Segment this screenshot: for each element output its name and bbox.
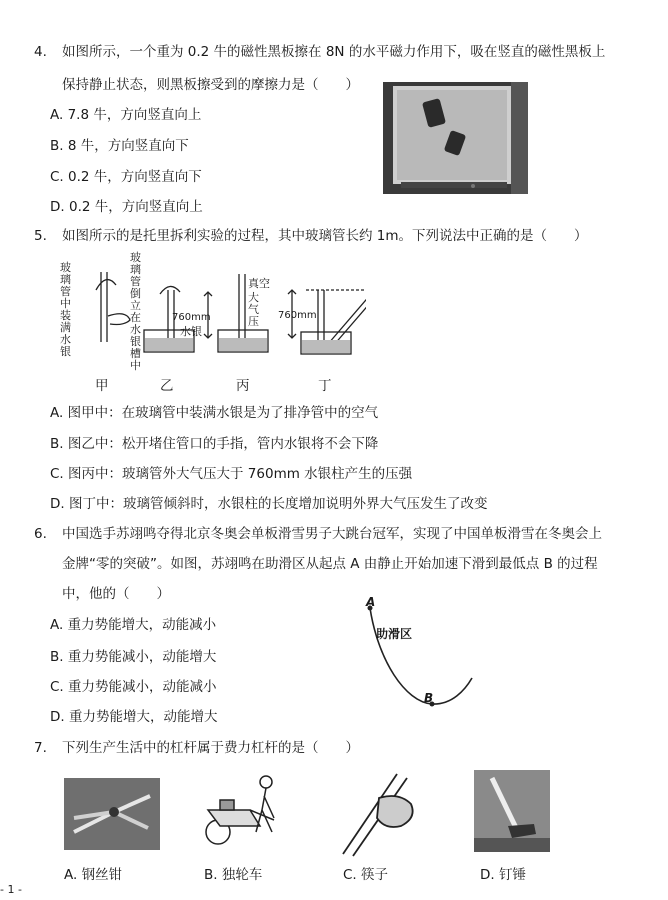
q5-caption-yi: 乙 xyxy=(160,378,174,394)
q5-option-c: C. 图丙中：玻璃管外大气压大于 760mm 水银柱产生的压强 xyxy=(50,466,413,482)
q6-point-b: B xyxy=(424,691,434,705)
q5-label-760mm-bing: 760mm xyxy=(172,312,211,323)
q6-stem-line3: 中，他的（ ） xyxy=(62,586,170,602)
q6-zone-label: 助滑区 xyxy=(376,627,413,641)
q5-option-a: A. 图甲中：在玻璃管中装满水银是为了排净管中的空气 xyxy=(50,405,379,421)
q6-number: 6. xyxy=(34,526,47,542)
q7-claw-hammer-image xyxy=(474,770,550,852)
q5-label-yi-side: 玻璃管倒立在水银槽中 xyxy=(130,251,141,372)
q5-caption-ding: 丁 xyxy=(318,378,332,394)
q6-option-c: C. 重力势能减小，动能减小 xyxy=(50,679,217,695)
q7-option-c: C. 筷子 xyxy=(343,867,389,883)
q4-stem-line2: 保持静止状态，则黑板擦受到的摩擦力是（ ） xyxy=(62,77,359,93)
q4-option-a: A. 7.8 牛，方向竖直向上 xyxy=(50,107,202,123)
q7-stem-line1: 下列生产生活中的杠杆属于费力杠杆的是（ ） xyxy=(62,740,359,756)
q7-number: 7. xyxy=(34,740,47,756)
q7-option-d: D. 钉锤 xyxy=(480,867,526,883)
q5-label-mercury: 水银 xyxy=(180,325,202,338)
q5-label-jia-side: 玻璃管中装满水银 xyxy=(60,261,71,358)
q6-option-d: D. 重力势能增大，动能增大 xyxy=(50,709,218,725)
q5-caption-bing: 丙 xyxy=(236,378,250,394)
q6-stem-line2: 金牌“零的突破”。如图，苏翊鸣在助滑区从起点 A 由静止开始加速下滑到最低点 B 的过程 xyxy=(62,556,598,572)
q5-number: 5. xyxy=(34,228,47,244)
q6-point-a: A xyxy=(366,595,376,609)
q5-option-d: D. 图丁中：玻璃管倾斜时，水银柱的长度增加说明外界大气压发生了改变 xyxy=(50,496,488,512)
q5-caption-jia: 甲 xyxy=(95,378,109,394)
q6-option-a: A. 重力势能增大，动能减小 xyxy=(50,617,217,633)
q7-pliers-image xyxy=(64,778,160,850)
q5-stem-line1: 如图所示的是托里拆利实验的过程，其中玻璃管长约 1m。下列说法中正确的是（ ） xyxy=(62,228,588,244)
q4-option-c: C. 0.2 牛，方向竖直向下 xyxy=(50,169,202,185)
q4-blackboard-photo xyxy=(383,82,528,194)
q6-option-b: B. 重力势能减小，动能增大 xyxy=(50,649,217,665)
q4-number: 4. xyxy=(34,44,47,60)
q5-option-b: B. 图乙中：松开堵住管口的手指，管内水银将不会下降 xyxy=(50,436,379,452)
q6-stem-line1: 中国选手苏翊鸣夺得北京冬奥会单板滑雪男子大跳台冠军，实现了中国单板滑雪在冬奥会上 xyxy=(62,526,602,542)
q7-option-b: B. 独轮车 xyxy=(204,867,263,883)
page-number: - 1 - xyxy=(0,883,22,896)
q4-option-b: B. 8 牛，方向竖直向下 xyxy=(50,138,189,154)
q4-option-d: D. 0.2 牛，方向竖直向上 xyxy=(50,199,203,215)
q5-label-760mm-ding: 760mm xyxy=(278,310,317,321)
q4-stem-line1: 如图所示，一个重为 0.2 牛的磁性黑板擦在 8N 的水平磁力作用下，吸在竖直的磁性黑板上 xyxy=(62,44,606,60)
q5-label-vacuum: 真空 xyxy=(248,277,270,290)
q7-chopsticks-image xyxy=(335,768,430,858)
q7-option-a: A. 钢丝钳 xyxy=(64,867,123,883)
q7-wheelbarrow-image xyxy=(200,770,290,855)
q5-label-air-pressure: 大气压 xyxy=(248,291,259,328)
